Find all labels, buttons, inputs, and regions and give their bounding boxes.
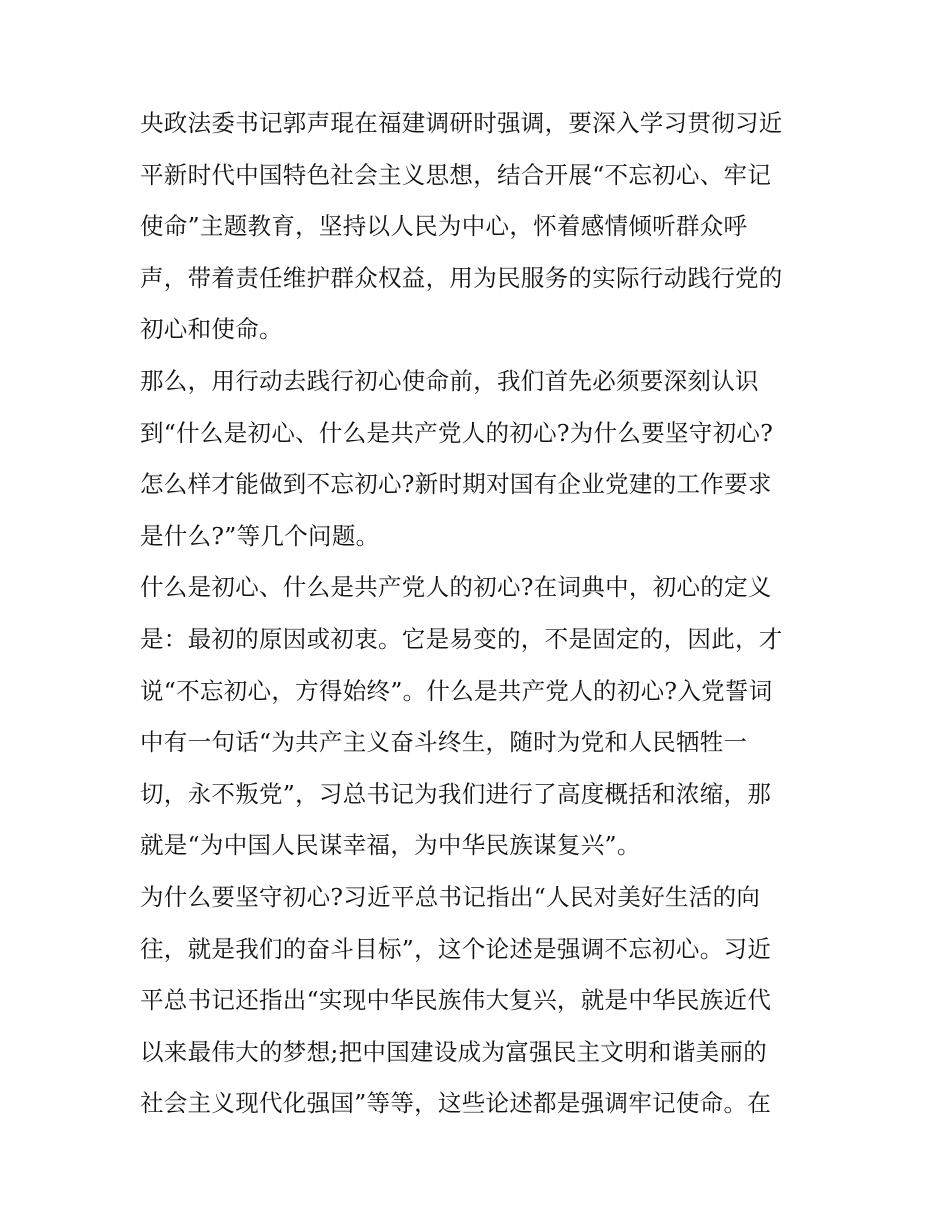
text-line: 声，带着责任维护群众权益，用为民服务的实际行动践行党的 — [140, 263, 783, 292]
text-line: 是什么?”等几个问题。 — [140, 521, 380, 550]
text-line: 什么是初心、什么是共产党人的初心?在词典中，初心的定义 — [140, 573, 772, 602]
text-line: 那么，用行动去践行初心使命前，我们首先必须要深刻认识 — [140, 366, 759, 395]
text-line: 往，就是我们的奋斗目标”，这个论述是强调不忘初心。习近 — [140, 934, 772, 963]
text-line: 社会主义现代化强国”等等，这些论述都是强调牢记使命。在 — [140, 1089, 772, 1118]
text-line: 以来最伟大的梦想;把中国建设成为富强民主文明和谐美丽的 — [140, 1037, 768, 1066]
text-line: 为什么要坚守初心?习近平总书记指出“人民对美好生活的向 — [140, 882, 761, 911]
text-line: 说“不忘初心，方得始终”。什么是共产党人的初心?入党誓词 — [140, 676, 773, 705]
text-line: 是：最初的原因或初衷。它是易变的，不是固定的，因此，才 — [140, 624, 783, 653]
text-line: 到“什么是初心、什么是共产党人的初心?为什么要坚守初心? — [140, 418, 774, 447]
text-line: 初心和使命。 — [140, 315, 283, 344]
text-line: 平总书记还指出“实现中华民族伟大复兴，就是中华民族近代 — [140, 986, 772, 1015]
text-line: 中有一句话“为共产主义奋斗终生，随时为党和人民牺牲一 — [140, 728, 748, 757]
text-line: 怎么样才能做到不忘初心?新时期对国有企业党建的工作要求 — [140, 470, 772, 499]
text-line: 平新时代中国特色社会主义思想，结合开展“不忘初心、牢记 — [140, 160, 772, 189]
text-line: 就是“为中国人民谋幸福，为中华民族谋复兴”。 — [140, 831, 641, 860]
text-line: 央政法委书记郭声琨在福建调研时强调，要深入学习贯彻习近 — [140, 109, 783, 137]
body-text — [140, 98, 820, 1130]
text-line: 使命”主题教育，坚持以人民为中心，怀着感情倾听群众呼 — [140, 212, 748, 241]
text-line: 切，永不叛党”，习总书记为我们进行了高度概括和浓缩，那 — [140, 779, 772, 808]
